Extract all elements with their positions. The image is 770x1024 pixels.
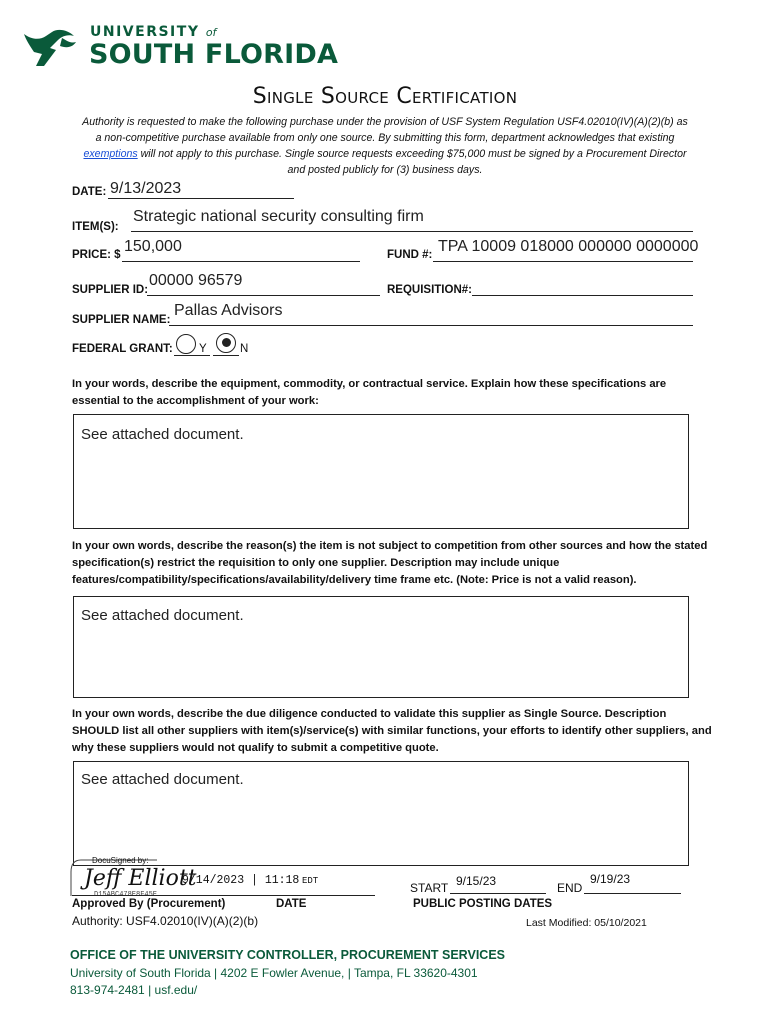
price-label: PRICE: $ bbox=[72, 249, 121, 261]
signature-image: Jeff Elliott bbox=[84, 866, 197, 891]
federal-grant-label: FEDERAL GRANT: bbox=[72, 343, 173, 355]
fund-field[interactable]: TPA 10009 018000 000000 0000000 bbox=[438, 238, 699, 255]
selected-dot-icon bbox=[222, 338, 231, 347]
address-line: University of South Florida | 4202 E Fowler Avenue, | Tampa, FL 33620-4301 bbox=[70, 966, 478, 980]
public-posting-label: PUBLIC POSTING DATES bbox=[413, 898, 553, 910]
grant-no-label: N bbox=[240, 343, 249, 355]
question-3: In your own words, describe the due diligence conducted to validate this supplier as Single Source. Description SHOULD list all other suppliers with item(s)/service(s) with similar functions, your efforts to identify other suppliers, and why these suppliers would not qualify to submit a competitive quote. bbox=[72, 708, 712, 754]
authority-text: Authority: USF4.02010(IV)(A)(2)(b) bbox=[72, 914, 259, 928]
grant-yes-label: Y bbox=[199, 343, 207, 355]
supplier-name-line bbox=[169, 325, 693, 326]
start-label: START bbox=[410, 881, 449, 895]
date-line bbox=[108, 198, 294, 199]
university-wordmark-main: SOUTH FLORIDA bbox=[89, 39, 339, 70]
docusigned-label: DocuSigned by: bbox=[92, 856, 149, 865]
start-line bbox=[450, 893, 546, 894]
date-field[interactable]: 9/13/2023 bbox=[110, 180, 182, 197]
answer-text-3: See attached document. bbox=[81, 771, 244, 788]
intro-paragraph: Authority is requested to make the following purchase under the provision of USF System Regulation USF4.02010(IV)(A)(2)(b) as a non-competitive purchase available from only one source. By submitting this form, department acknowledges that existing exemptions will not apply to this purchase. Single source requests exceeding $75,000 must be signed by a Procurement Director and posted publicly for (3) business days. bbox=[82, 116, 688, 176]
approval-date-label: DATE bbox=[276, 898, 307, 910]
price-field[interactable]: 150,000 bbox=[124, 238, 182, 255]
items-label: ITEM(S): bbox=[72, 221, 119, 233]
page-title: Single Source Certification bbox=[252, 84, 518, 109]
approved-by-label: Approved By (Procurement) bbox=[72, 898, 226, 910]
answer-box-2[interactable] bbox=[73, 596, 689, 698]
fund-line bbox=[433, 261, 693, 262]
signature-datetime: 9/14/2023 | 11:18 bbox=[182, 874, 300, 887]
signature-timezone: EDT bbox=[302, 876, 319, 886]
supplier-name-label: SUPPLIER NAME: bbox=[72, 314, 171, 326]
answer-text-1: See attached document. bbox=[81, 426, 244, 443]
requisition-line bbox=[472, 295, 693, 296]
usf-bull-logo-icon bbox=[22, 26, 78, 70]
requisition-label: REQUISITION#: bbox=[387, 284, 472, 296]
end-label: END bbox=[557, 881, 583, 895]
supplier-id-label: SUPPLIER ID: bbox=[72, 284, 149, 296]
grant-no-line bbox=[213, 355, 239, 356]
university-wordmark-top: UNIVERSITY of bbox=[90, 24, 217, 40]
last-modified: Last Modified: 05/10/2021 bbox=[526, 917, 647, 929]
question-1: In your words, describe the equipment, commodity, or contractual service. Explain how these specifications are essential to the accomplishment of your work: bbox=[72, 378, 667, 407]
supplier-id-field[interactable]: 00000 96579 bbox=[149, 272, 243, 289]
end-date-field[interactable]: 9/19/23 bbox=[590, 872, 631, 886]
start-date-field[interactable]: 9/15/23 bbox=[456, 874, 497, 888]
answer-box-3[interactable] bbox=[73, 761, 689, 866]
date-label: DATE: bbox=[72, 186, 107, 198]
office-name: OFFICE OF THE UNIVERSITY CONTROLLER, PROCUREMENT SERVICES bbox=[70, 948, 505, 962]
grant-yes-line bbox=[174, 355, 210, 356]
items-field[interactable]: Strategic national security consulting firm bbox=[133, 208, 424, 225]
supplier-id-line bbox=[147, 295, 380, 296]
question-2: In your own words, describe the reason(s) the item is not subject to competition from other sources and how the stated specification(s) restrict the requisition to only one supplier. Description may include unique features/compatibility/specifications/availability/delivery time frame etc. (Note: Price is not a valid reason). bbox=[72, 540, 708, 586]
signature-line bbox=[72, 895, 375, 896]
supplier-name-field[interactable]: Pallas Advisors bbox=[174, 302, 283, 319]
fund-label: FUND #: bbox=[387, 249, 433, 261]
signature-id: D15ABC478E8F45E bbox=[94, 891, 158, 899]
grant-no-radio[interactable] bbox=[216, 333, 236, 353]
end-line bbox=[584, 893, 681, 894]
items-line bbox=[131, 231, 693, 232]
price-line bbox=[122, 261, 360, 262]
answer-text-2: See attached document. bbox=[81, 607, 244, 624]
answer-box-1[interactable] bbox=[73, 414, 689, 529]
contact-line: 813-974-2481 | usf.edu/ bbox=[70, 983, 198, 997]
exemptions-link[interactable]: exemptions bbox=[83, 148, 138, 160]
grant-yes-radio[interactable] bbox=[176, 334, 196, 354]
